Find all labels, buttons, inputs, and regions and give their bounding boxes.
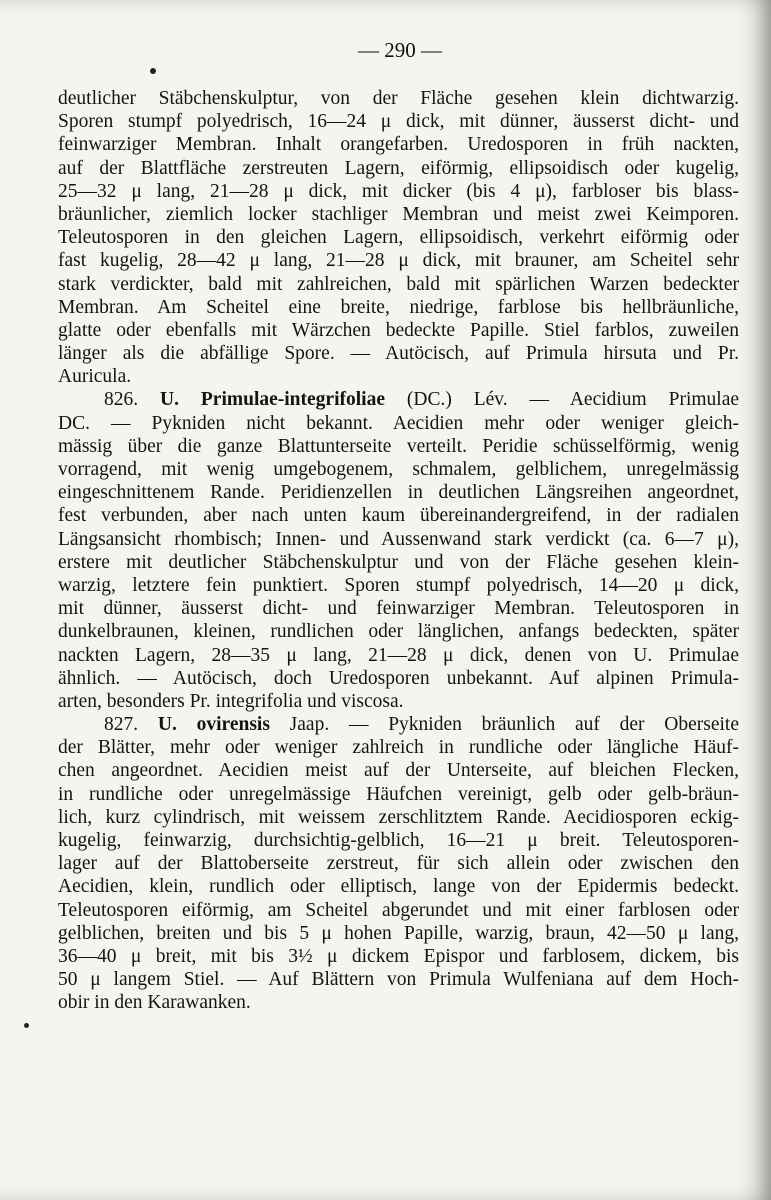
text-line: fast kugelig, 28—42 μ lang, 21—28 μ dick, mit brauner, am Scheitel sehr <box>58 250 739 272</box>
text-line: lich, kurz cylindrisch, mit weissem zerschlitztem Rande. Aecidiosporen eckig- <box>58 806 739 828</box>
text-line: lager auf der Blattoberseite zerstreut, für sich allein oder zwischen den <box>58 853 739 875</box>
text-line: auf der Blattfläche zerstreuten Lagern, eiförmig, ellipsoidisch oder kugelig, <box>58 157 739 179</box>
text-line: Teleutosporen eiförmig, am Scheitel abgerundet und mit einer farblosen oder <box>58 899 739 921</box>
species-genus: U. <box>160 389 179 411</box>
text-line: 50 μ langem Stiel. — Auf Blättern von Primula Wulfeniana auf dem Hoch- <box>58 969 739 991</box>
text-line: erstere mit deutlicher Stäbchenskulptur und von der Fläche gesehen klein- <box>58 551 739 573</box>
species-authority: (DC.) Lév. — Aecidium Primulae <box>406 389 740 411</box>
text-line: 36—40 μ breit, mit bis 3½ μ dickem Epispor und farblosem, dickem, bis <box>58 945 739 967</box>
ink-speck <box>24 1023 29 1028</box>
text-line: vorragend, mit wenig umgebogenem, schmalem, gelblichem, unregelmässig <box>58 459 739 480</box>
page-number: — 290 — <box>358 38 442 62</box>
text-line: Membran. Am Scheitel eine breite, niedrige, farblose bis hellbräunliche, <box>58 296 739 318</box>
text-line: dunkelbraunen, kleinen, rundlichen oder länglichen, anfangs bedeckten, später <box>58 621 739 643</box>
species-number: 827. <box>104 714 139 736</box>
species-authority: Jaap. — Pykniden bräunlich auf der Oberseite <box>289 714 740 736</box>
species-number: 826. <box>104 389 139 411</box>
text-line: Auricula. <box>58 366 132 388</box>
text-line: kugelig, feinwarzig, durchsichtig-gelblich, 16—21 μ breit. Teleutosporen- <box>58 830 739 851</box>
text-line: mit dünner, äusserst dicht- und feinwarziger Membran. Teleutosporen in <box>58 598 739 620</box>
body-text <box>58 87 739 1015</box>
text-line: 25—32 μ lang, 21—28 μ dick, mit dicker (bis 4 μ), farbloser bis blass- <box>58 180 739 202</box>
text-line: Aecidien, klein, rundlich oder elliptisch, lange von der Epidermis bedeckt. <box>58 876 739 898</box>
text-line: warzig, letztere fein punktiert. Sporen stumpf polyedrisch, 14—20 μ dick, <box>58 574 739 596</box>
text-line: glatte oder ebenfalls mit Wärzchen bedeckte Papille. Stiel farblos, zuweilen <box>58 319 739 341</box>
text-line: ähnlich. — Autöcisch, doch Uredosporen unbekannt. Auf alpinen Primula- <box>58 667 739 689</box>
ink-speck <box>150 68 156 74</box>
text-line: eingeschnittenem Rande. Peridienzellen in deutlichen Längsreihen angeordnet, <box>58 482 739 504</box>
text-line: obir in den Karawanken. <box>58 992 251 1014</box>
text-line: feinwarziger Membran. Inhalt orangefarben. Uredosporen in früh nackten, <box>58 134 739 156</box>
species-entry-827-heading <box>58 713 739 736</box>
text-line: gelblichen, breiten und bis 5 μ hohen Papille, warzig, braun, 42—50 μ lang, <box>58 922 739 944</box>
text-line: DC. — Pykniden nicht bekannt. Aecidien mehr oder weniger gleich- <box>58 412 739 434</box>
species-name: ovirensis <box>196 714 270 736</box>
text-line: Teleutosporen in den gleichen Lagern, ellipsoidisch, verkehrt eiförmig oder <box>58 227 739 249</box>
text-line: nackten Lagern, 28—35 μ lang, 21—28 μ dick, denen von U. Primulae <box>58 644 739 666</box>
text-line: stark verdickter, bald mit zahlreichen, bald mit spärlichen Warzen bedeckter <box>58 273 739 295</box>
species-genus: U. <box>157 714 177 736</box>
text-line: Längsansicht rhombisch; Innen- und Aussenwand stark verdickt (ca. 6—7 μ), <box>58 528 739 550</box>
text-line: arten, besonders Pr. integrifolia und viscosa. <box>58 690 404 712</box>
species-entry-826-heading <box>58 388 739 411</box>
text-line: in rundliche oder unregelmässige Häufchen vereinigt, gelb oder gelb-bräun- <box>58 783 739 805</box>
text-line: länger als die abfällige Spore. — Autöcisch, auf Primula hirsuta und Pr. <box>58 343 739 365</box>
text-line: mässig über die ganze Blattunterseite verteilt. Peridie schüsselförmig, wenig <box>58 435 739 457</box>
species-name: Primulae-integrifoliae <box>200 389 385 411</box>
text-line: bräunlicher, ziemlich locker stachliger Membran und meist zwei Keimporen. <box>58 203 739 225</box>
text-line: der Blätter, mehr oder weniger zahlreich in rundliche oder längliche Häuf- <box>58 737 739 759</box>
text-line: fest verbunden, aber nach unten kaum übereinandergreifend, in der radialen <box>58 505 739 527</box>
text-line: deutlicher Stäbchenskulptur, von der Fläche gesehen klein dichtwarzig. <box>58 88 739 109</box>
text-line: chen angeordnet. Aecidien meist auf der Unterseite, auf bleichen Flecken, <box>58 760 739 782</box>
text-line: Sporen stumpf polyedrisch, 16—24 μ dick, mit dünner, äusserst dicht- und <box>58 111 739 133</box>
